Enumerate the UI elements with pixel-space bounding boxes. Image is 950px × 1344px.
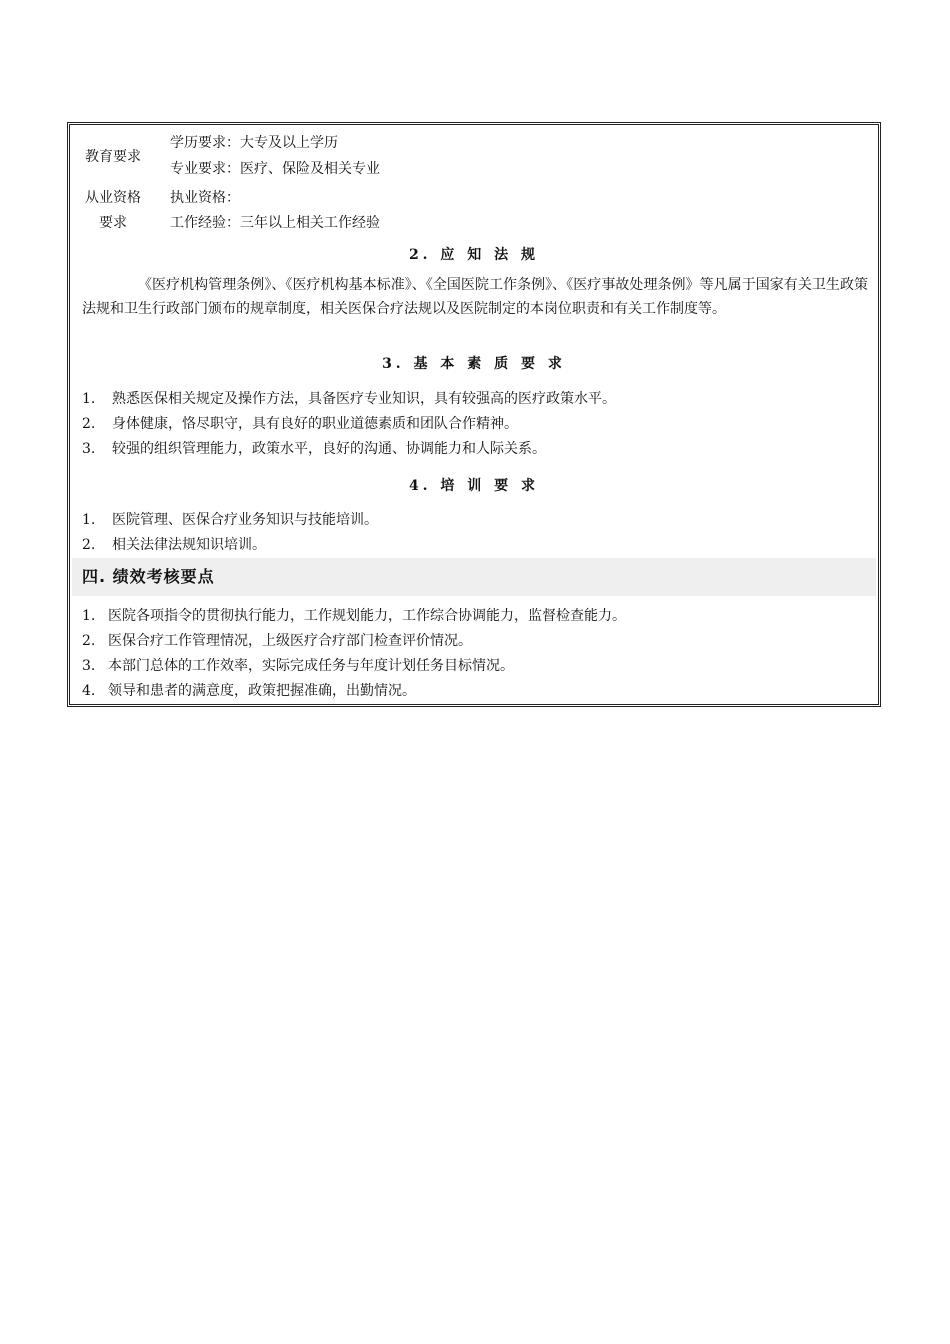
qualification-license: 执业资格： bbox=[170, 190, 240, 206]
item-number: 1. bbox=[82, 608, 96, 624]
qualification-experience: 工作经验：三年以上相关工作经验 bbox=[170, 215, 380, 231]
item-number: 1. bbox=[82, 391, 96, 407]
education-degree: 学历要求：大专及以上学历 bbox=[170, 135, 338, 151]
list-item bbox=[82, 656, 514, 676]
list-item bbox=[82, 389, 616, 409]
list-item bbox=[82, 631, 472, 651]
item-number: 2. bbox=[82, 633, 96, 649]
list-item bbox=[82, 681, 416, 701]
education-major: 专业要求：医疗、保险及相关专业 bbox=[170, 161, 380, 177]
item-text: 医院各项指令的贯彻执行能力，工作规划能力，工作综合协调能力，监督检查能力。 bbox=[108, 608, 626, 624]
training-heading: 4. 培 训 要 求 bbox=[408, 478, 540, 494]
item-text: 医院管理、医保合疗业务知识与技能培训。 bbox=[112, 512, 378, 528]
list-item bbox=[82, 606, 626, 626]
item-text: 较强的组织管理能力，政策水平，良好的沟通、协调能力和人际关系。 bbox=[112, 441, 546, 457]
list-item bbox=[82, 510, 378, 530]
item-text: 熟悉医保相关规定及操作方法，具备医疗专业知识，具有较强高的医疗政策水平。 bbox=[112, 391, 616, 407]
laws-heading: 2. 应 知 法 规 bbox=[408, 247, 540, 263]
item-number: 3. bbox=[82, 658, 96, 674]
item-number: 2. bbox=[82, 537, 96, 553]
item-number: 1. bbox=[82, 512, 96, 528]
qualification-label-line2: 要求 bbox=[99, 215, 127, 231]
item-number: 2. bbox=[82, 416, 96, 432]
item-number: 3. bbox=[82, 441, 96, 457]
item-number: 4. bbox=[82, 683, 96, 699]
performance-section-title: 四. 绩效考核要点 bbox=[82, 567, 215, 586]
performance-section-bar bbox=[72, 558, 876, 596]
list-item bbox=[82, 414, 518, 434]
item-text: 医保合疗工作管理情况，上级医疗合疗部门检查评价情况。 bbox=[108, 633, 472, 649]
item-text: 身体健康，恪尽职守，具有良好的职业道德素质和团队合作精神。 bbox=[112, 416, 518, 432]
qualification-label-line1: 从业资格 bbox=[85, 190, 141, 206]
table-body bbox=[72, 127, 876, 702]
item-text: 领导和患者的满意度，政策把握准确，出勤情况。 bbox=[108, 683, 416, 699]
basic-quality-heading: 3. 基 本 素 质 要 求 bbox=[382, 356, 566, 372]
job-requirements-table bbox=[67, 122, 881, 707]
list-item bbox=[82, 439, 546, 459]
item-text: 本部门总体的工作效率，实际完成任务与年度计划任务目标情况。 bbox=[108, 658, 514, 674]
education-label: 教育要求 bbox=[85, 149, 141, 165]
item-text: 相关法律法规知识培训。 bbox=[112, 537, 266, 553]
list-item bbox=[82, 535, 266, 555]
laws-paragraph: 《医疗机构管理条例》、《医疗机构基本标准》、《全国医院工作条例》、《医疗事故处理条例》等凡属于国家有关卫生政策法规和卫生行政部门颁布的规章制度，相关医保合疗法规以及医院制定的本岗位职责和有关工作制度等。 bbox=[82, 277, 868, 317]
